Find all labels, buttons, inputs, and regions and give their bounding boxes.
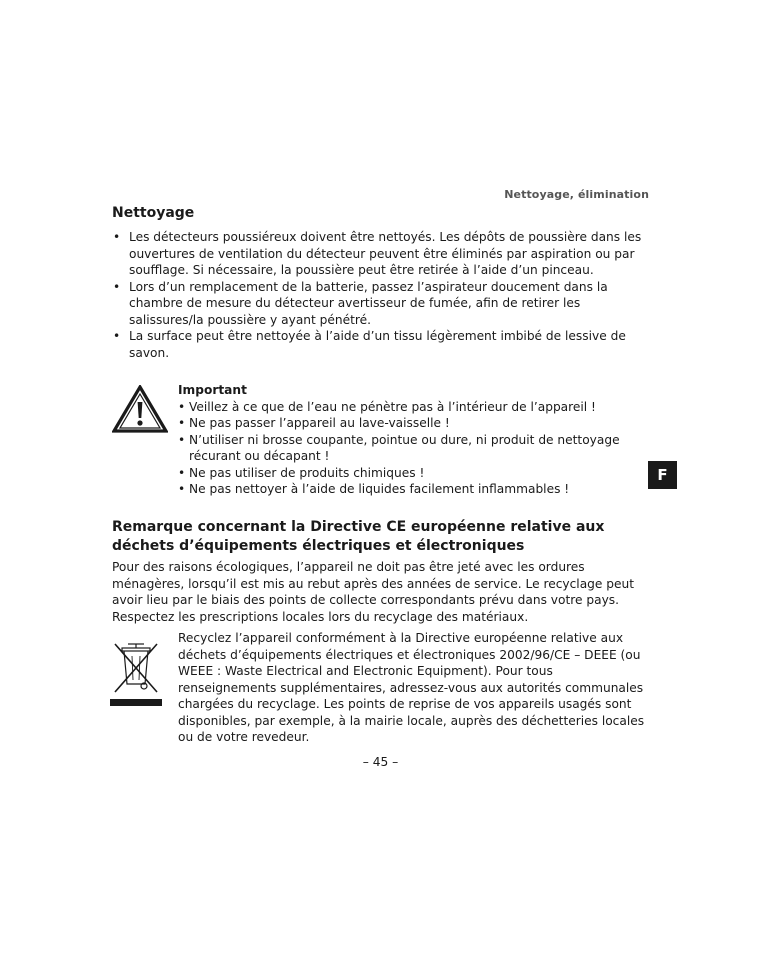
list-item: • Ne pas passer l’appareil au lave-vaisselle ! [178, 415, 648, 432]
list-item: • Ne pas nettoyer à l’aide de liquides facilement inflammables ! [178, 481, 648, 498]
list-item: • Veillez à ce que de l’eau ne pénètre pas à l’intérieur de l’appareil ! [178, 399, 648, 416]
important-notice [178, 382, 648, 498]
weee-body-paragraph: Recyclez l’appareil conformément à la Directive européenne relative aux déchets d’équipements électriques et électroniques 2002/96/CE – DEEE (ou WEEE : Waste Electrical and Electronic Equipment). Pour tous renseignements supplémentaires, adressez-vous aux autorités communales chargées du recyclage. Les points de reprise de vos appareils usagés sont disponibles, par exemple, à la mairie locale, auprès des déchetteries locales ou de votre revedeur. [178, 631, 645, 744]
warning-triangle-icon [112, 385, 168, 433]
important-label: Important [178, 383, 247, 397]
list-item: • Lors d’un remplacement de la batterie, passez l’aspirateur doucement dans la chambre de mesure du détecteur avertisseur de fumée, afin de retirer les salissures/la poussière y ayant pénétré. [112, 279, 650, 329]
language-tab: F [648, 461, 677, 489]
section-title-cleaning: Nettoyage [112, 205, 195, 221]
cleaning-bullet-list [112, 229, 650, 361]
list-item: • La surface peut être nettoyée à l’aide d’un tissu légèrement imbibé de lessive de savon. [112, 328, 650, 361]
list-item: • Ne pas utiliser de produits chimiques ! [178, 465, 648, 482]
page-number: – 45 – [362, 755, 399, 769]
weee-intro-paragraph: Pour des raisons écologiques, l’appareil ne doit pas être jeté avec les ordures ménagères, lorsqu’il est mis au rebut après des années de service. Le recyclage peut avoir lieu par le biais des points de collecte correspondants prévu dans votre pays. Respectez les prescriptions locales lors du recyclage des matériaux. [112, 560, 635, 624]
important-list [178, 399, 648, 498]
section-title-weee: Remarque concernant la Directive CE européenne relative aux déchets d’équipements électriques et électroniques [112, 519, 605, 554]
list-item: • Les détecteurs poussiéreux doivent être nettoyés. Les dépôts de poussière dans les ouvertures de ventilation du détecteur peuvent être éliminés par aspiration ou par soufflage. Si nécessaire, la poussière peut être retirée à l’aide d’un pinceau. [112, 229, 650, 279]
running-header: Nettoyage, élimination [504, 188, 649, 201]
list-item: • N’utiliser ni brosse coupante, pointue ou dure, ni produit de nettoyage récurant ou décapant ! [178, 432, 648, 465]
crossed-out-wheelie-bin-icon [110, 640, 162, 708]
